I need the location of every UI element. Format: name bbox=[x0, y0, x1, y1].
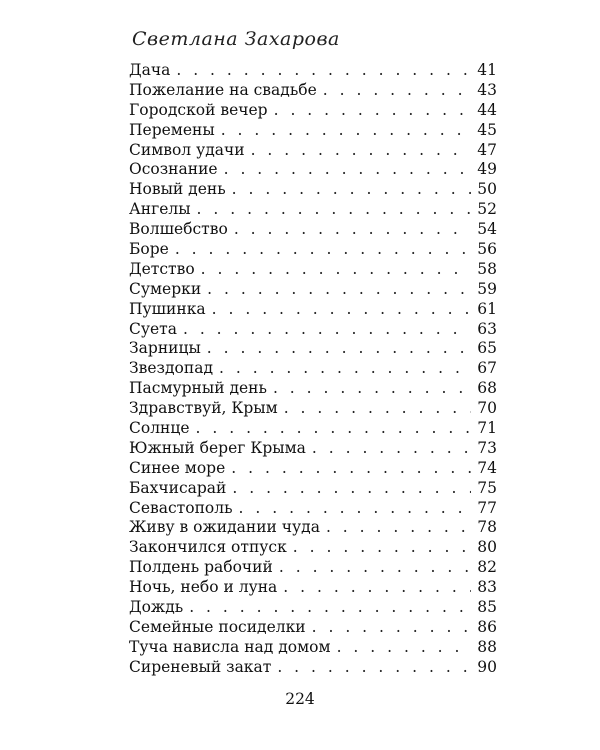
toc-dot-leader bbox=[176, 61, 471, 81]
toc-dot-leader bbox=[283, 578, 471, 598]
toc-dot-leader bbox=[183, 320, 471, 340]
toc-entry bbox=[129, 618, 497, 638]
toc-entry bbox=[129, 180, 497, 200]
toc-dot-leader bbox=[201, 260, 471, 280]
toc-entry-title: Живу в ожидании чуда bbox=[129, 518, 320, 537]
toc-dot-leader bbox=[232, 180, 471, 200]
toc-entry bbox=[129, 638, 497, 658]
toc-dot-leader bbox=[234, 220, 471, 240]
toc-entry bbox=[129, 598, 497, 618]
toc-entry-page: 59 bbox=[477, 279, 497, 298]
toc-entry-page: 80 bbox=[477, 538, 497, 557]
toc-entry bbox=[129, 200, 497, 220]
toc-entry-title: Волшебство bbox=[129, 220, 228, 239]
toc-entry-title: Дача bbox=[129, 61, 171, 79]
toc-entry-page: 85 bbox=[477, 598, 497, 617]
toc-dot-leader bbox=[231, 459, 471, 479]
toc-entry-title: Сиреневый закат bbox=[129, 657, 272, 676]
toc-entry-page: 68 bbox=[477, 379, 497, 398]
toc-entry-title: Символ удачи bbox=[129, 140, 245, 159]
toc-entry bbox=[129, 399, 497, 419]
toc-entry bbox=[129, 439, 497, 459]
toc-entry-page: 44 bbox=[477, 100, 497, 119]
toc-dot-leader bbox=[197, 200, 471, 220]
toc-dot-leader bbox=[207, 339, 471, 359]
toc-entry-title: Синее море bbox=[129, 458, 226, 477]
toc-entry bbox=[129, 359, 497, 379]
toc-dot-leader bbox=[232, 479, 471, 499]
toc-entry bbox=[129, 240, 497, 260]
toc-entry-title: Полдень рабочий bbox=[129, 558, 273, 577]
toc-entry-page: 90 bbox=[477, 657, 497, 676]
toc-entry-title: Боре bbox=[129, 240, 169, 259]
toc-entry-page: 77 bbox=[477, 498, 497, 517]
toc-entry-title: Пожелание на свадьбе bbox=[129, 80, 317, 99]
toc-entry-page: 65 bbox=[477, 339, 497, 358]
toc-entry-page: 67 bbox=[477, 359, 497, 378]
toc-dot-leader bbox=[284, 399, 471, 419]
toc-dot-leader bbox=[175, 240, 471, 260]
toc-entry-title: Семейные посиделки bbox=[129, 617, 306, 636]
page-number: 224 bbox=[285, 690, 315, 708]
toc-entry-page: 71 bbox=[477, 419, 497, 438]
toc-entry bbox=[129, 499, 497, 519]
toc-dot-leader bbox=[239, 499, 471, 519]
toc-entry bbox=[129, 260, 497, 280]
toc-entry bbox=[129, 320, 497, 340]
toc-entry bbox=[129, 518, 497, 538]
toc-entry-page: 54 bbox=[477, 220, 497, 239]
toc-entry bbox=[129, 339, 497, 359]
toc-entry-title: Пушинка bbox=[129, 299, 206, 318]
toc-dot-leader bbox=[207, 280, 471, 300]
toc-entry-title: Перемены bbox=[129, 120, 215, 139]
toc-entry bbox=[129, 558, 497, 578]
toc-dot-leader bbox=[221, 121, 471, 141]
toc-entry-page: 47 bbox=[477, 140, 497, 159]
toc-entry bbox=[129, 578, 497, 598]
toc-dot-leader bbox=[196, 419, 471, 439]
toc-dot-leader bbox=[251, 141, 471, 161]
toc-entry-title: Осознание bbox=[129, 160, 218, 179]
toc-dot-leader bbox=[224, 160, 471, 180]
toc-entry-page: 86 bbox=[477, 617, 497, 636]
toc-entry bbox=[129, 160, 497, 180]
toc-entry-page: 61 bbox=[477, 299, 497, 318]
toc-entry-page: 73 bbox=[477, 438, 497, 457]
toc-entry-page: 70 bbox=[477, 399, 497, 418]
toc-entry-title: Бахчисарай bbox=[129, 478, 227, 497]
toc-dot-leader bbox=[337, 638, 471, 658]
toc-entry-title: Закончился отпуск bbox=[129, 538, 287, 557]
toc-entry bbox=[129, 459, 497, 479]
toc-entry-page: 88 bbox=[477, 637, 497, 656]
toc-entry-title: Южный берег Крыма bbox=[129, 438, 306, 457]
toc-entry bbox=[129, 121, 497, 141]
toc-entry-page: 49 bbox=[477, 160, 497, 179]
toc-dot-leader bbox=[312, 439, 471, 459]
toc-dot-leader bbox=[189, 598, 471, 618]
toc-entry-title: Новый день bbox=[129, 180, 226, 199]
toc-entry bbox=[129, 220, 497, 240]
toc-entry-title: Зарницы bbox=[129, 339, 201, 358]
toc-entry-page: 41 bbox=[477, 61, 497, 79]
toc-entry-title: Ангелы bbox=[129, 200, 191, 219]
toc-entry bbox=[129, 141, 497, 161]
toc-entry-title: Суета bbox=[129, 319, 177, 338]
toc-dot-leader bbox=[293, 538, 471, 558]
toc-entry-title: Сумерки bbox=[129, 279, 202, 298]
toc-entry-page: 74 bbox=[477, 458, 497, 477]
toc-entry-title: Солнце bbox=[129, 419, 190, 438]
toc-entry-page: 56 bbox=[477, 240, 497, 259]
toc-entry-title: Городской вечер bbox=[129, 100, 268, 119]
toc-entry-title: Здравствуй, Крым bbox=[129, 399, 278, 418]
toc-dot-leader bbox=[277, 658, 471, 678]
toc-entry-page: 78 bbox=[477, 518, 497, 537]
toc-entry-page: 58 bbox=[477, 259, 497, 278]
toc-dot-leader bbox=[279, 558, 471, 578]
toc-entry-page: 75 bbox=[477, 478, 497, 497]
toc-dot-leader bbox=[323, 81, 471, 101]
table-of-contents bbox=[129, 61, 497, 678]
toc-entry bbox=[129, 300, 497, 320]
toc-entry-title: Ночь, небо и луна bbox=[129, 578, 278, 597]
toc-entry-page: 63 bbox=[477, 319, 497, 338]
toc-dot-leader bbox=[274, 101, 471, 121]
toc-entry bbox=[129, 658, 497, 678]
toc-entry-title: Севастополь bbox=[129, 498, 233, 517]
toc-dot-leader bbox=[326, 518, 471, 538]
toc-entry bbox=[129, 479, 497, 499]
toc-entry bbox=[129, 280, 497, 300]
toc-entry-title: Дождь bbox=[129, 598, 184, 617]
toc-entry bbox=[129, 538, 497, 558]
toc-entry-title: Детство bbox=[129, 259, 195, 278]
toc-entry bbox=[129, 61, 497, 81]
toc-entry bbox=[129, 379, 497, 399]
toc-entry bbox=[129, 419, 497, 439]
toc-entry-page: 43 bbox=[477, 80, 497, 99]
toc-entry-page: 50 bbox=[477, 180, 497, 199]
toc-dot-leader bbox=[219, 359, 471, 379]
toc-dot-leader bbox=[312, 618, 471, 638]
toc-entry-title: Пасмурный день bbox=[129, 379, 267, 398]
toc-dot-leader bbox=[273, 379, 471, 399]
toc-entry-page: 52 bbox=[477, 200, 497, 219]
toc-entry bbox=[129, 81, 497, 101]
toc-entry-title: Туча нависла над домом bbox=[129, 637, 331, 656]
toc-entry bbox=[129, 101, 497, 121]
toc-dot-leader bbox=[212, 300, 471, 320]
toc-entry-title: Звездопад bbox=[129, 359, 214, 378]
toc-entry-page: 82 bbox=[477, 558, 497, 577]
running-header-author: Светлана Захарова bbox=[132, 28, 340, 50]
toc-entry-page: 45 bbox=[477, 120, 497, 139]
toc-entry-page: 83 bbox=[477, 578, 497, 597]
